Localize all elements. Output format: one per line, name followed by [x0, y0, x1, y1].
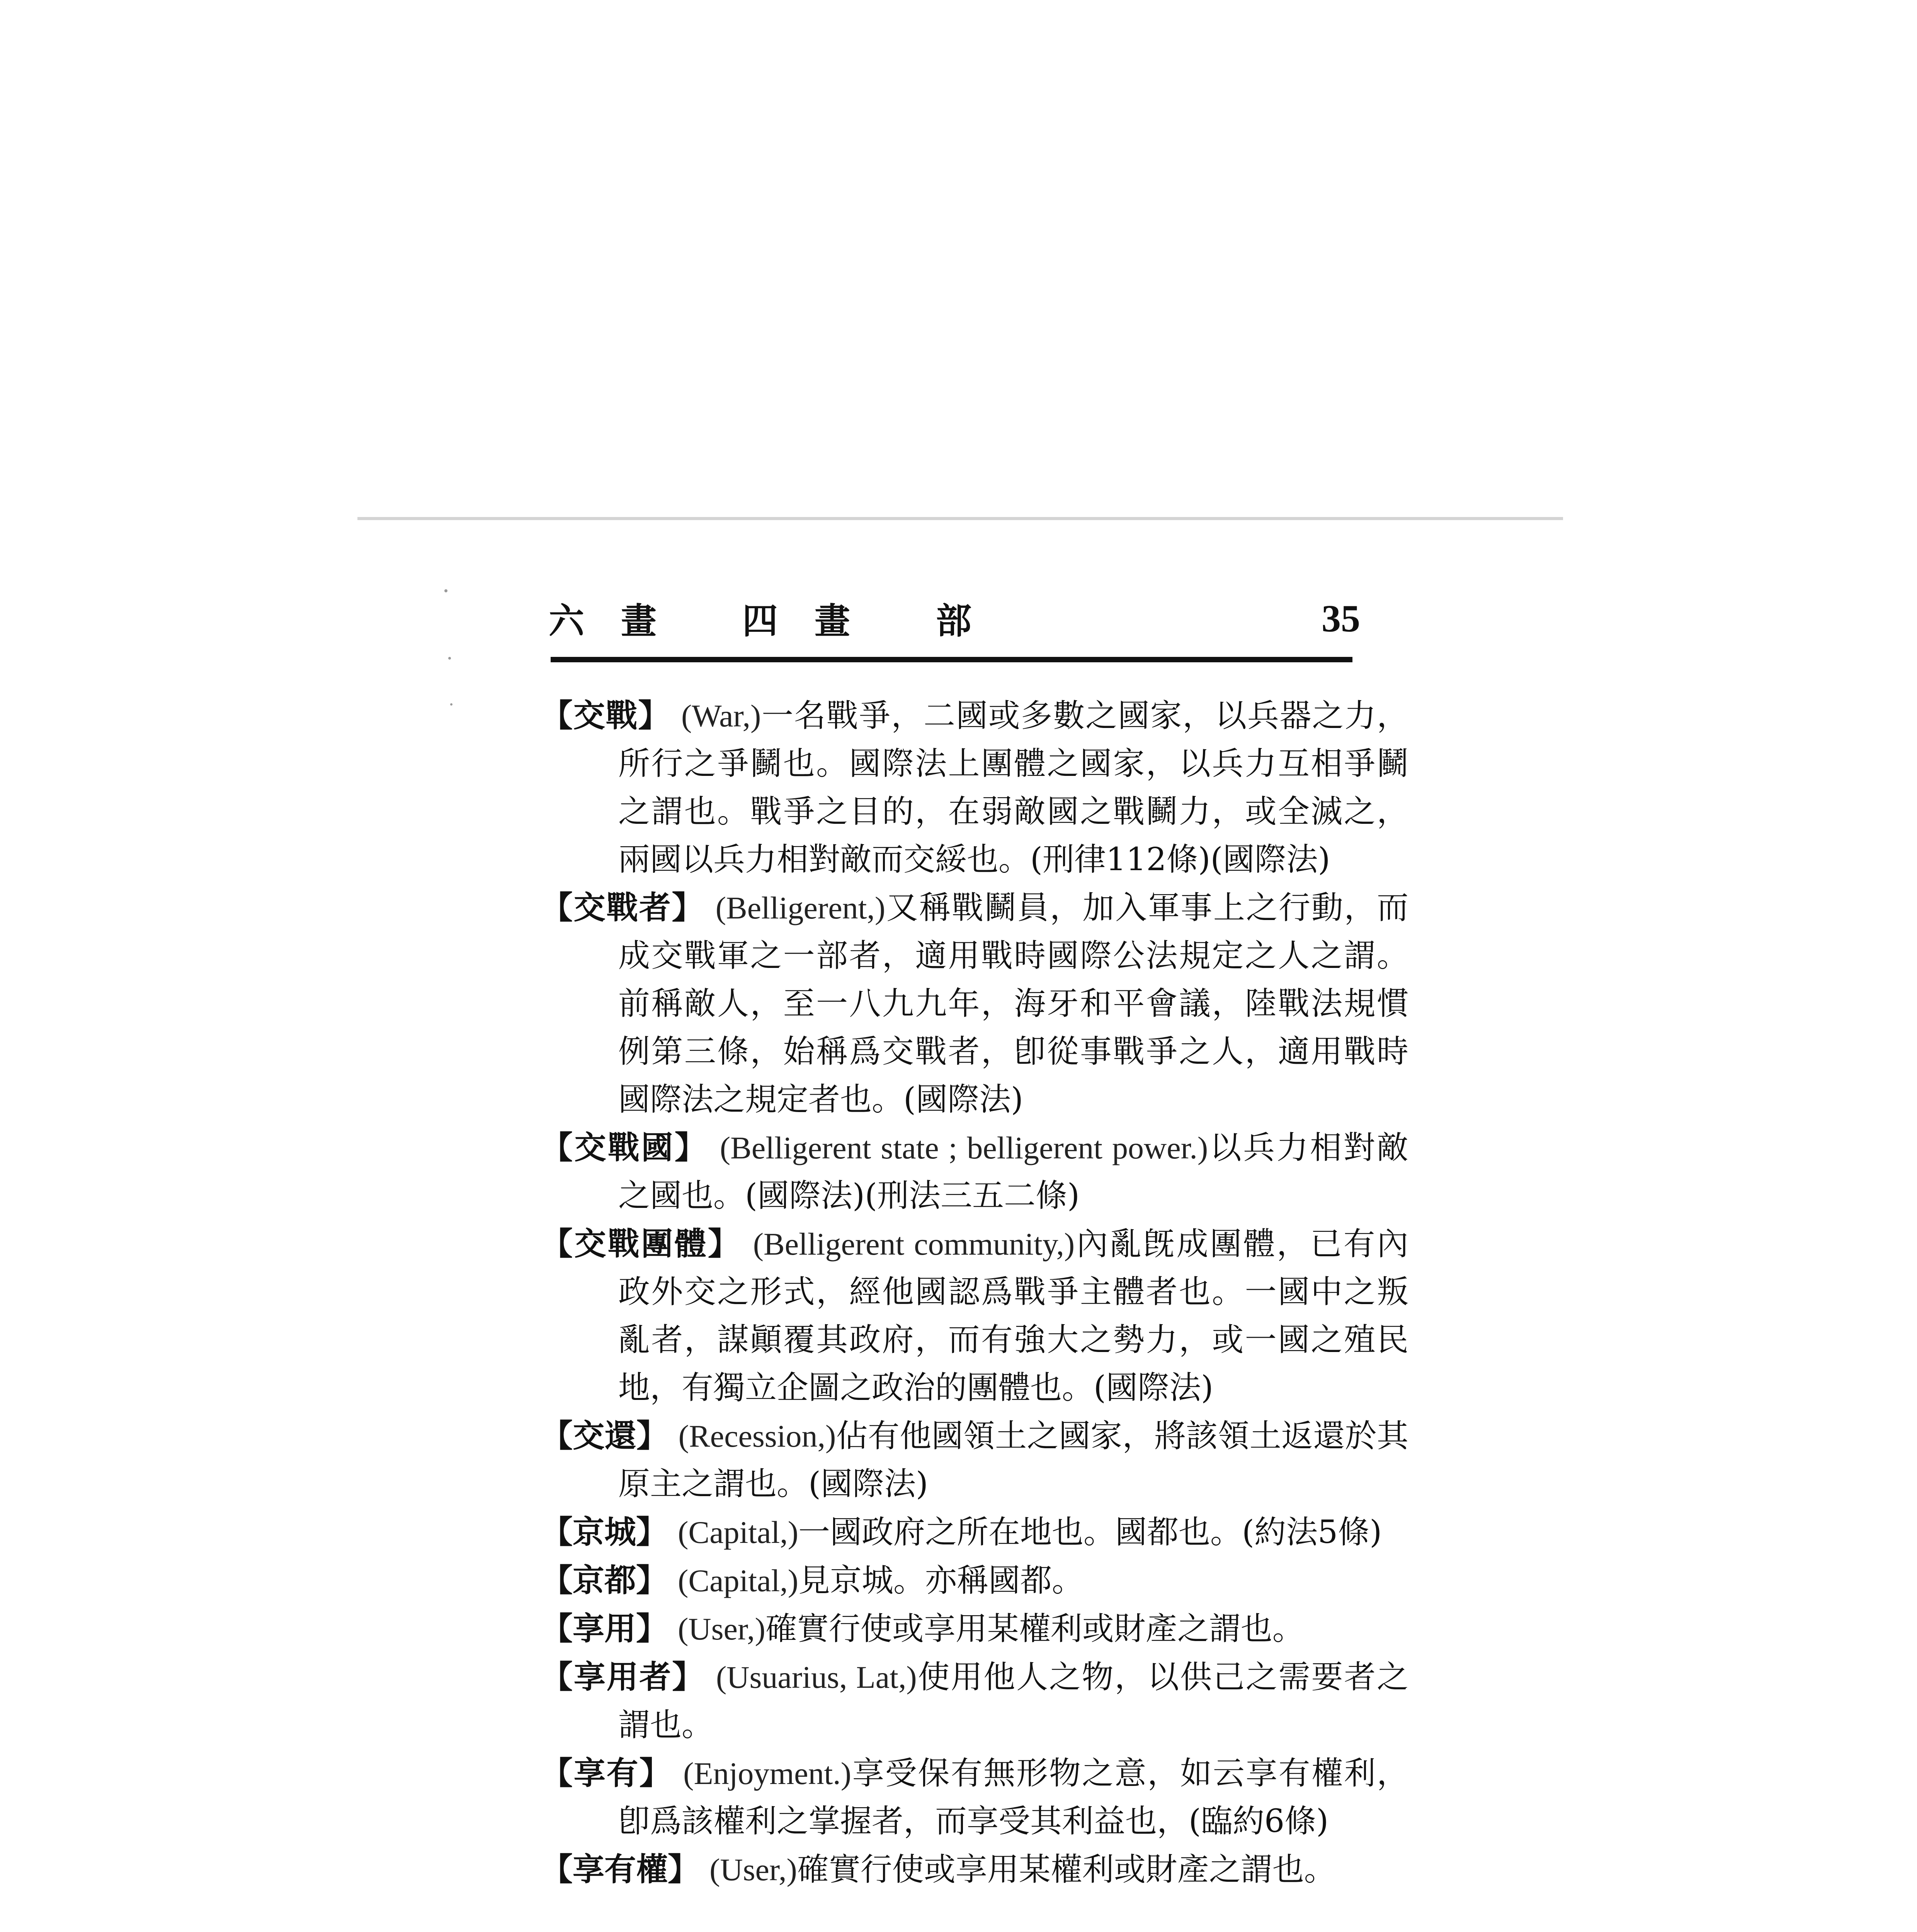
entry-definition: 確實行使或享用某權利或財產之謂也。: [765, 1611, 1304, 1647]
entry-definition: 又稱戰鬭員，加入軍事上之行動，而成交戰軍之一部者，適用戰時國際公法規定之人之謂。前稱敵人，至一八九九年，海牙和平會議，陸戰法規慣例第三條，始稱爲交戰者，卽從事戰爭之人，適用戰時國際法之規定者也。(國際法): [618, 889, 1408, 1118]
entry-gloss: (User,): [678, 1611, 765, 1646]
entry: [541, 1220, 1408, 1412]
entry-term: 【交戰者】: [541, 889, 705, 926]
entry-definition: 以兵力相對敵之國也。(國際法)(刑法三五二條): [618, 1129, 1408, 1214]
scan-speck: [444, 589, 447, 592]
entry: [541, 1412, 1408, 1508]
entry-term: 【享有】: [541, 1755, 672, 1792]
entry-term: 【交還】: [541, 1417, 668, 1454]
entry-term: 【京城】: [541, 1514, 668, 1551]
entry-term: 【交戰國】: [541, 1129, 708, 1166]
entry-term: 【享用者】: [541, 1658, 705, 1696]
entry-gloss: (Belligerent state ; belligerent power.): [720, 1130, 1208, 1165]
entry-gloss: (War,): [681, 698, 761, 733]
entry-gloss: (Belligerent community,): [753, 1226, 1075, 1262]
scan-speck: [448, 657, 451, 660]
entry: [541, 1845, 1408, 1894]
entry-definition: 一名戰爭，二國或多數之國家，以兵器之力，所行之爭鬭也。國際法上團體之國家，以兵力互相爭鬭之謂也。戰爭之目的，在弱敵國之戰鬭力，或全滅之，兩國以兵力相對敵而交綏也。(刑律112條)(國際法): [618, 697, 1408, 878]
entry: [541, 692, 1408, 884]
entry-definition: 一國政府之所在地也。國都也。(約法5條): [798, 1514, 1382, 1551]
entry-term: 【交戰】: [541, 697, 671, 734]
entry-gloss: (User,): [709, 1852, 797, 1887]
scan-edge-line: [357, 517, 1563, 520]
entry: [541, 884, 1408, 1124]
entry: [541, 1653, 1408, 1749]
entry-gloss: (Usuarius, Lat,): [716, 1660, 917, 1695]
entry-gloss: (Enjoyment.): [683, 1756, 852, 1791]
entry-term: 【享用】: [541, 1610, 668, 1647]
page-number: 35: [1322, 597, 1360, 640]
entry: [541, 1124, 1408, 1220]
entry-definition: 確實行使或享用某權利或財產之謂也。: [797, 1851, 1336, 1888]
header-rule: [551, 657, 1352, 662]
entry-gloss: (Recession,): [678, 1418, 836, 1454]
entry-definition: 使用他人之物，以供己之需要者之謂也。: [618, 1659, 1408, 1743]
entry: [541, 1605, 1408, 1653]
dictionary-entries: [541, 692, 1408, 1894]
running-head: 六畫 四畫 部: [549, 600, 1009, 642]
entry: [541, 1749, 1408, 1845]
entry-term: 【京都】: [541, 1562, 668, 1599]
entry-gloss: (Capital,): [678, 1563, 799, 1598]
scan-speck: [450, 703, 452, 706]
entry-definition: 佔有他國領土之國家，將該領土返還於其原主之謂也。(國際法): [618, 1418, 1408, 1502]
entry-gloss: (Belligerent,): [715, 890, 886, 925]
entry-definition: 享受保有無形物之意，如云享有權利，卽爲該權利之掌握者，而享受其利益也，(臨約6條): [618, 1755, 1408, 1840]
entry: [541, 1508, 1408, 1556]
entry-term: 【享有權】: [541, 1851, 700, 1888]
entry-definition: 內亂旣成團體，已有內政外交之形式，經他國認爲戰爭主體者也。一國中之叛亂者，謀顚覆其政府，而有強大之勢力，或一國之殖民地，有獨立企圖之政治的團體也。(國際法): [618, 1226, 1408, 1406]
entry-gloss: (Capital,): [678, 1515, 799, 1550]
entry-definition: 見京城。亦稱國都。: [798, 1562, 1084, 1599]
entry: [541, 1556, 1408, 1605]
page-header: [549, 591, 1360, 645]
entry-term: 【交戰團體】: [541, 1225, 742, 1262]
